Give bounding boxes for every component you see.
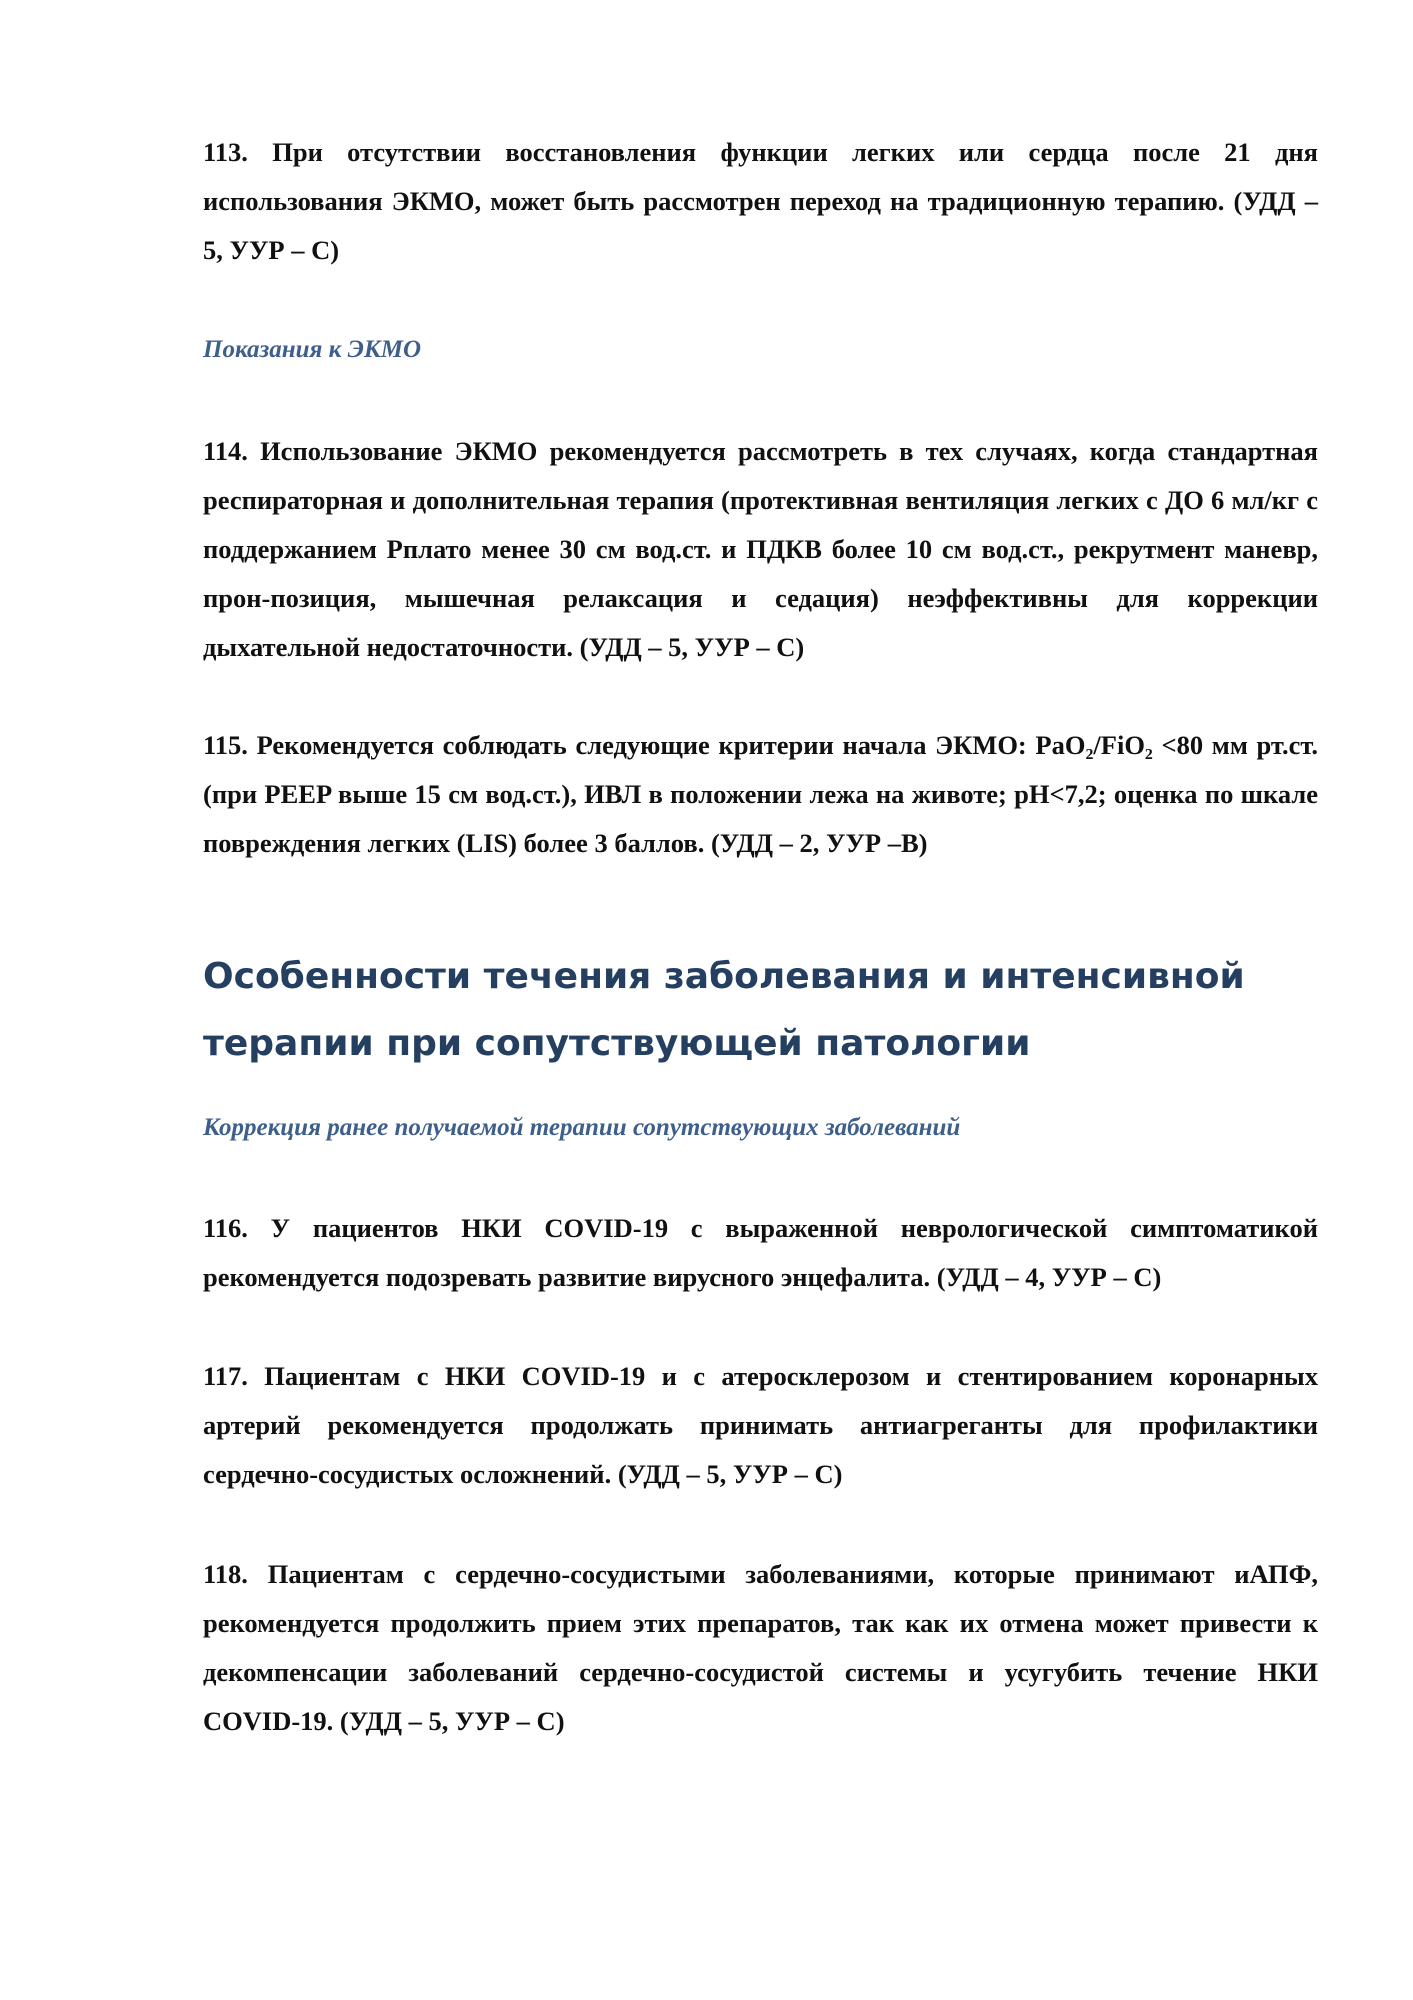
paragraph-116: 116. У пациентов НКИ COVID-19 с выраженной неврологической симптоматикой рекомендуется подозревать развитие вирусного энцефалита. (УДД – 4, УУР – С)	[203, 1213, 1318, 1292]
paragraph-113: 113. При отсутствии восстановления функции легких или сердца после 21 дня использования ЭКМО, может быть рассмотрен переход на традиционную терапию. (УДД – 5, УУР – С)	[203, 137, 1318, 265]
paragraph-117: 117. Пациентам с НКИ COVID-19 и с атеросклерозом и стентированием коронарных артерий рекомендуется продолжать принимать антиагреганты для профилактики сердечно-сосудистых осложнений. (УДД – 5, УУР – С)	[203, 1361, 1318, 1489]
paragraph-114: 114. Использование ЭКМО рекомендуется рассмотреть в тех случаях, когда стандартная респираторная и дополнительная терапия (протективная вентиляция легких с ДО 6 мл/кг с поддержанием Рплато менее 30 см вод.ст. и ПДКВ более 10 см вод.ст., рекрутмент маневр, прон-позиция, мышечная релаксация и седация) неэффективны для коррекции дыхательной недостаточности. (УДД – 5, УУР – С)	[203, 436, 1318, 662]
section-heading: Особенности течения заболевания и интенсивной терапии при сопутствующей патологии	[203, 956, 1245, 1064]
paragraph-115: 115. Рекомендуется соблюдать следующие критерии начала ЭКМО: PaO₂/FiO₂ <80 мм рт.ст. (при PEEP выше 15 см вод.ст.), ИВЛ в положении лежа на животе; pH<7,2; оценка по шкале повреждения легких (LIS) более 3 баллов. (УДД – 2, УУР –В)	[203, 730, 1318, 858]
subheading-therapy-correction: Коррекция ранее получаемой терапии сопутствующих заболеваний	[203, 1114, 961, 1141]
paragraph-118: 118. Пациентам с сердечно-сосудистыми заболеваниями, которые принимают иАПФ, рекомендуется продолжить прием этих препаратов, так как их отмена может привести к декомпенсации заболеваний сердечно-сосудистой системы и усугубить течение НКИ COVID-19. (УДД – 5, УУР – С)	[203, 1559, 1318, 1736]
subheading-ecmo-indications: Показания к ЭКМО	[203, 336, 422, 363]
